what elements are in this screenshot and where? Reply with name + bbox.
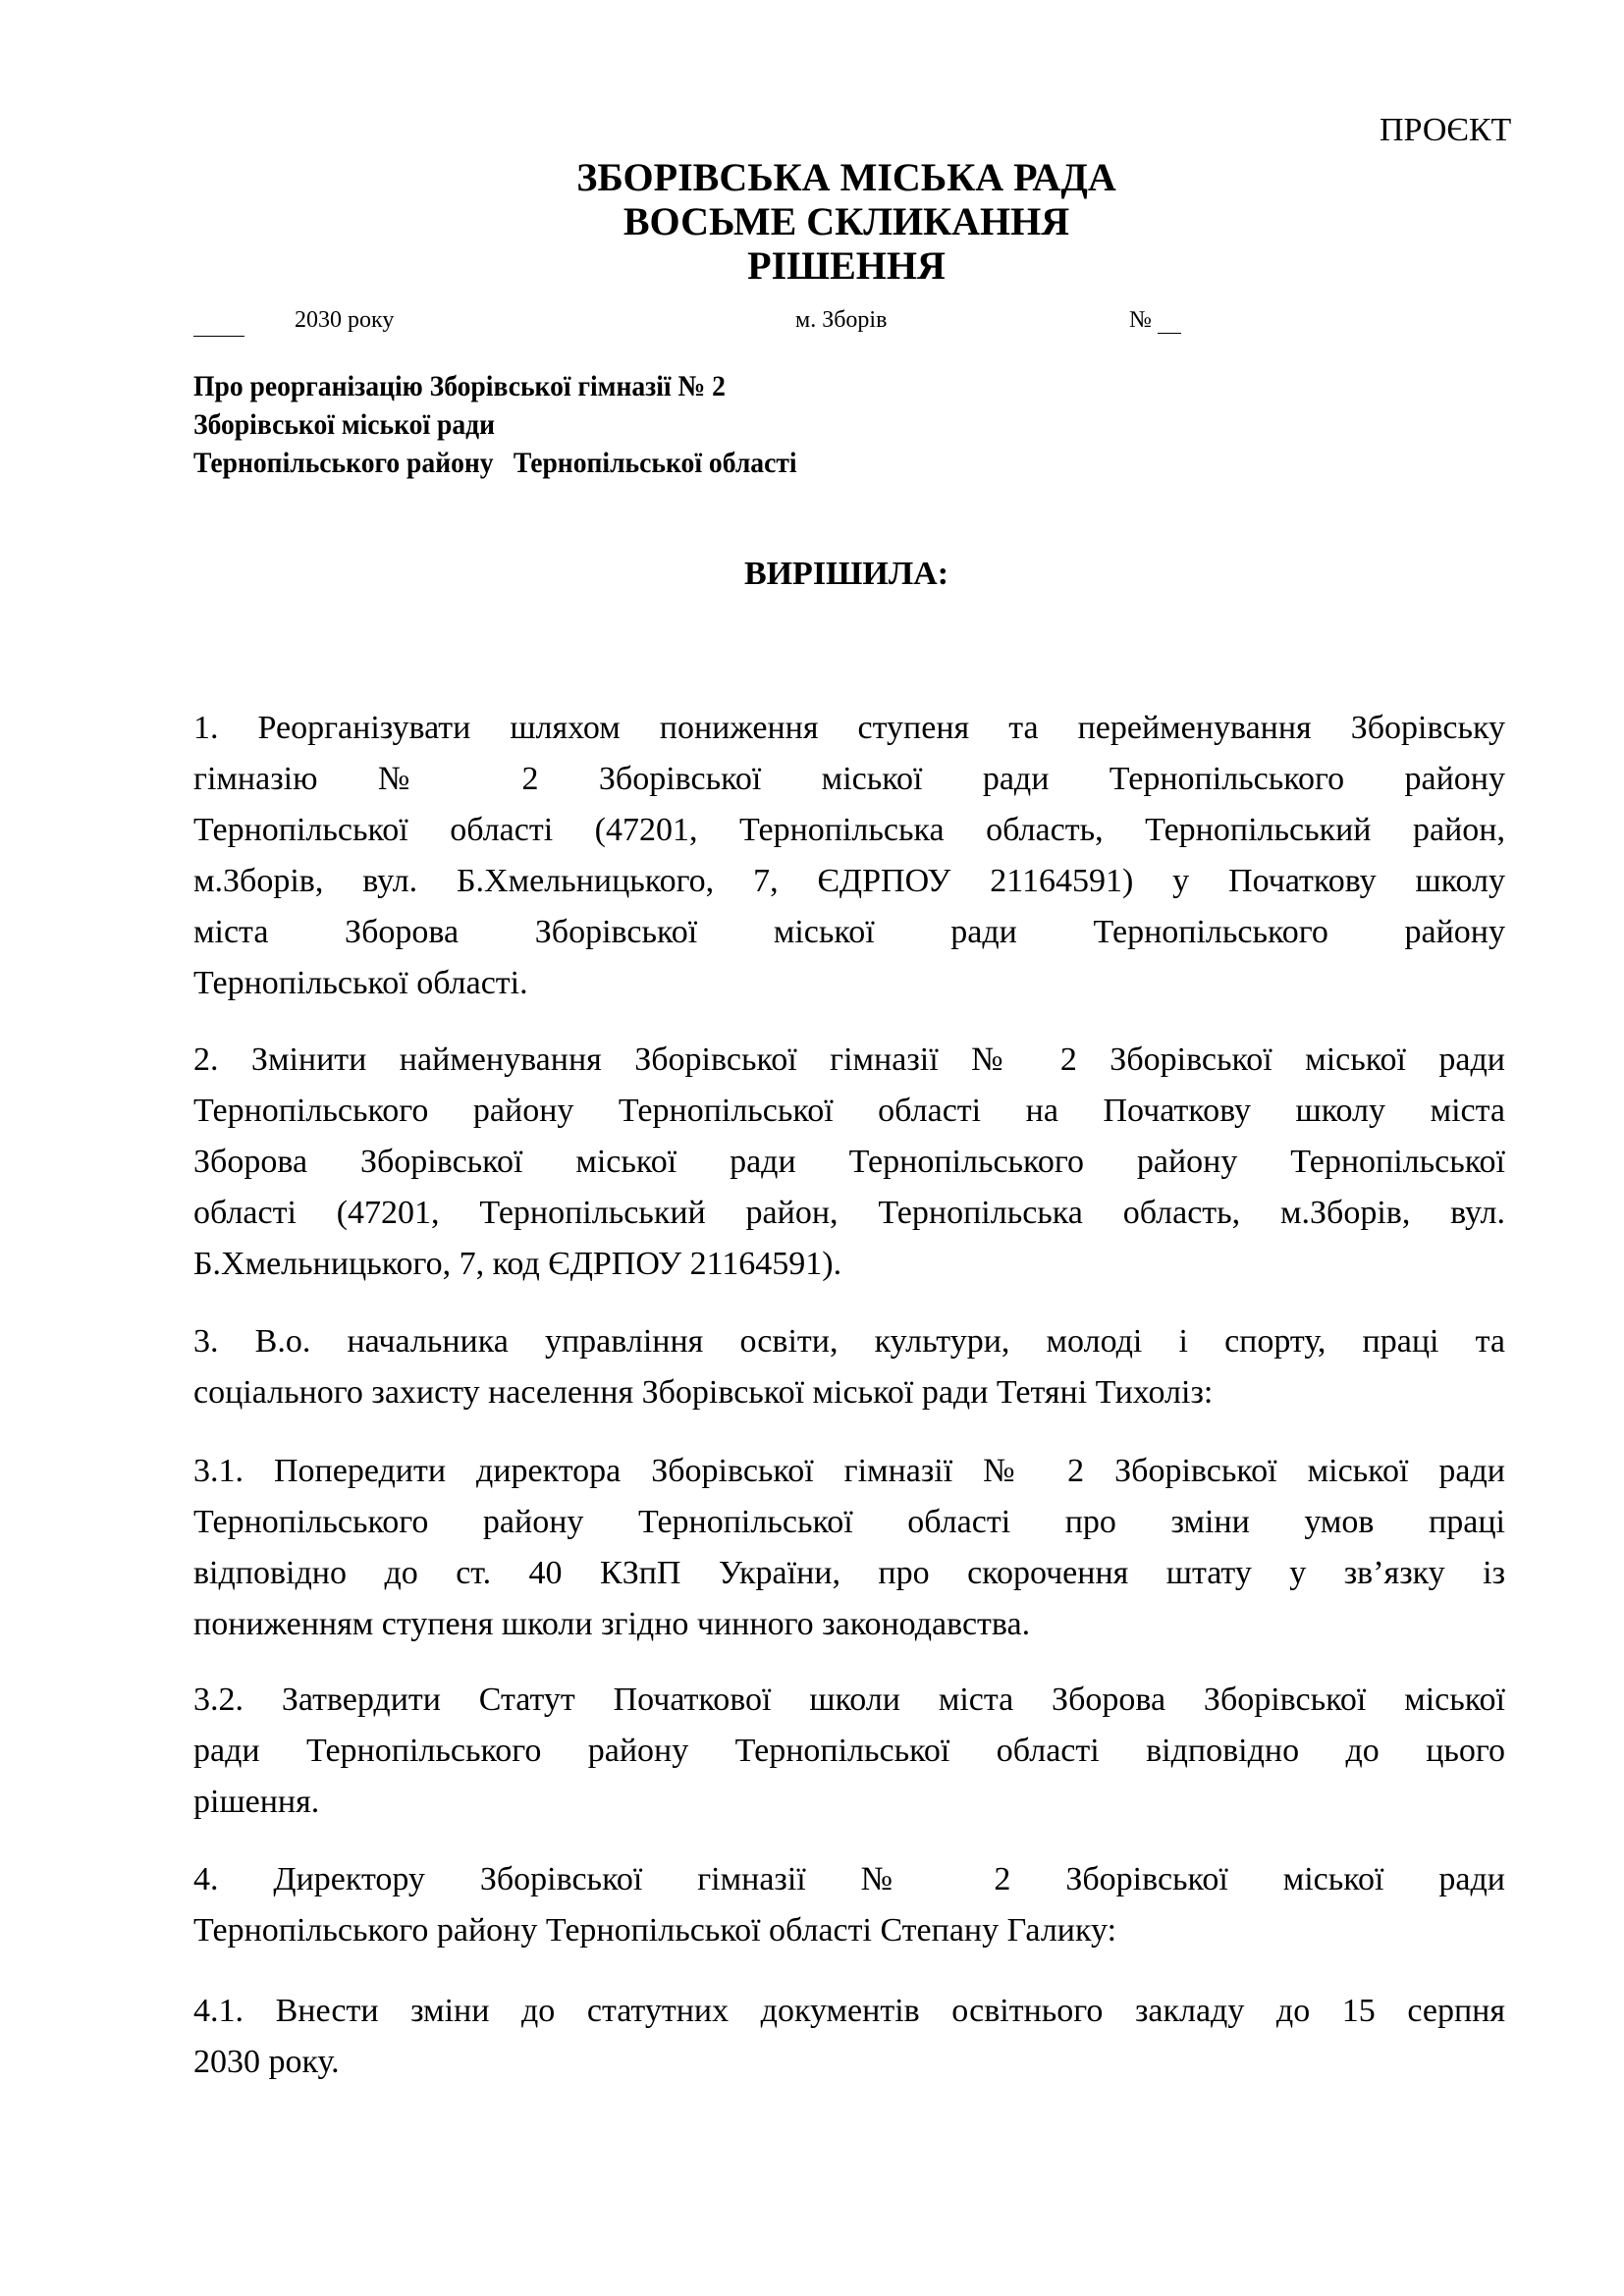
date-blank — [193, 307, 244, 337]
decision-number — [1129, 307, 1181, 334]
subject-district: Тернопільського району — [193, 447, 494, 479]
convocation: ВОСЬМЕ СКЛИКАННЯ — [623, 199, 1070, 243]
document-type: РІШЕННЯ — [747, 243, 946, 288]
number-blank — [1158, 311, 1181, 334]
draft-label: ПРОЄКТ — [1380, 112, 1512, 148]
council-name: ЗБОРІВСЬКА МІСЬКА РАДА — [576, 155, 1116, 199]
subject-region: Тернопільської області — [513, 447, 797, 479]
number-label: № — [1129, 307, 1152, 333]
paragraph-3-1: 3.1. Попередити директора Зборівської гімназії № 2 Зборівської міської ради Тернопільського району Тернопільської області про зміни умов праці відповідно до ст. 40 КЗпП України, про скорочення штату у зв’язку із пониженням ступеня школи згідно чинного законодавства. — [193, 1453, 1505, 1642]
subject-line-1: Про реорганізацію Зборівської гімназії № 2 — [193, 370, 726, 402]
subject-line-3 — [193, 447, 797, 480]
subject-line-2: Зборівської міської ради — [193, 408, 496, 441]
paragraph-3: 3. В.о. начальника управління освіти, культури, молоді і спорту, праці та соціального захисту населення Зборівської міської ради Тетяні Тихоліз: — [193, 1323, 1505, 1411]
paragraph-4: 4. Директору Зборівської гімназії № 2 Зборівської міської ради Тернопільського району Тернопільської області Степану Галику: — [193, 1861, 1505, 1949]
paragraph-3-2: 3.2. Затвердити Статут Початкової школи міста Зборова Зборівської міської ради Тернопільського району Тернопільської області відповідно до цього рішення. — [193, 1682, 1505, 1820]
city: м. Зборів — [795, 307, 888, 333]
paragraph-2: 2. Змінити найменування Зборівської гімназії № 2 Зборівської міської ради Тернопільського району Тернопільської області на Початкову школу міста Зборова Зборівської міської ради Тернопільського району Тернопільської області (47201, Тернопільський район, Тернопільська область, м.Зборів, вул. Б.Хмельницького, 7, код ЄДРПОУ 21164591). — [193, 1041, 1505, 1282]
decided-heading: ВИРІШИЛА: — [743, 556, 949, 592]
date-year: 2030 року — [295, 307, 395, 333]
paragraph-4-1: 4.1. Внести зміни до статутних документів освітнього закладу до 15 серпня 2030 року. — [193, 1993, 1505, 2080]
paragraph-1: 1. Реорганізувати шляхом пониження ступеня та перейменування Зборівську гімназію № 2 Зборівської міської ради Тернопільського району Тернопільської області (47201, Тернопільська область, Тернопільський район, м.Зборів, вул. Б.Хмельницького, 7, ЄДРПОУ 21164591) у Початкову школу міста Зборова Зборівської міської ради Тернопільського району Тернопільської області. — [193, 710, 1505, 1001]
